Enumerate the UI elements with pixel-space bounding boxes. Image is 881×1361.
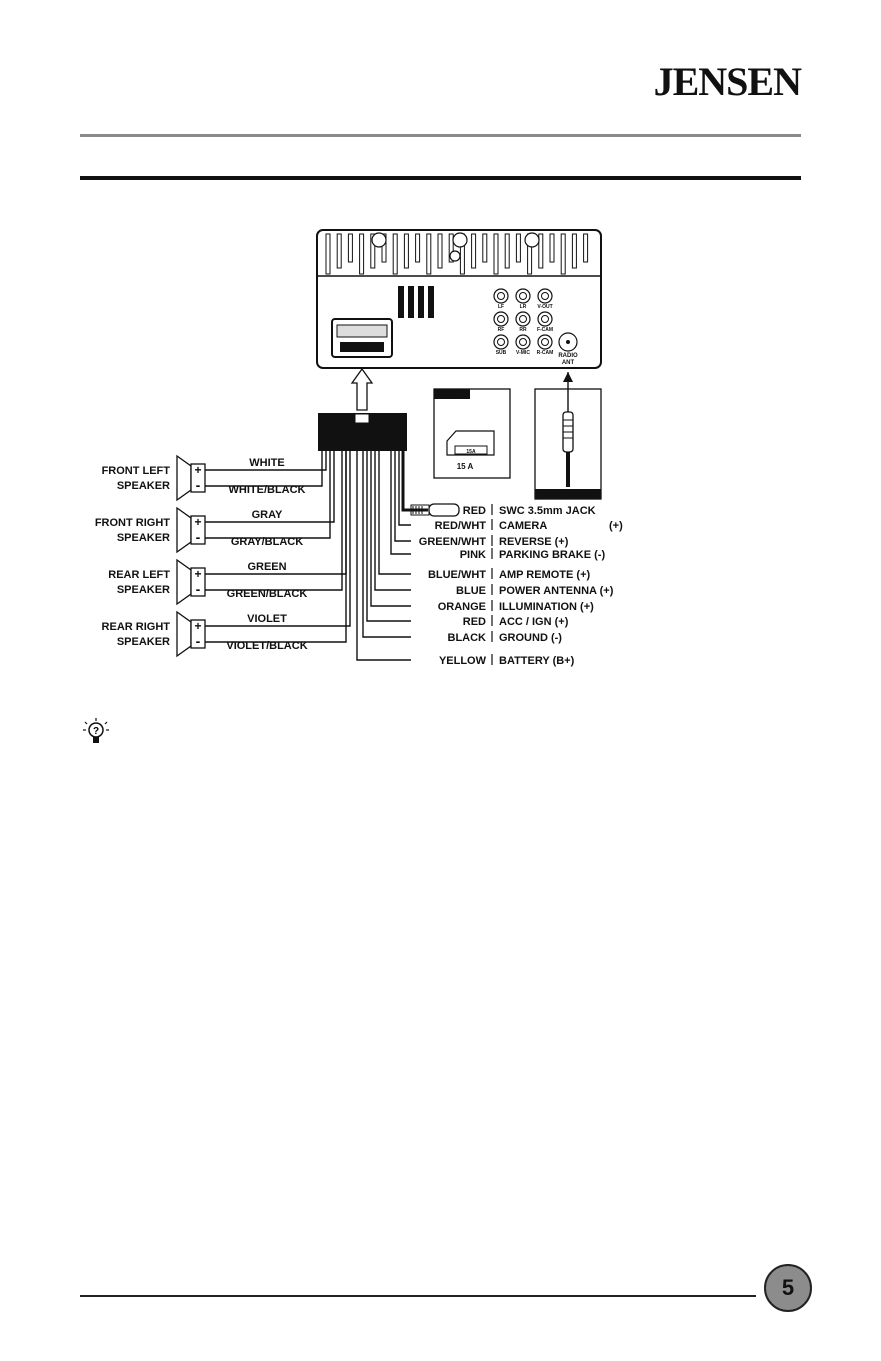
wire-color-label: YELLOW (438, 655, 486, 667)
mount-hole (525, 233, 539, 247)
rca-jack-label: F-CAM (536, 327, 554, 333)
speaker-pos-wire-label: GREEN (247, 561, 287, 573)
wire-function-label: REVERSE (+) (499, 536, 569, 548)
wire-color-label: GREEN/WHT (418, 536, 486, 548)
fuse-title: FUSE (437, 390, 459, 399)
speaker-neg-wire-label: WHITE/BLACK (228, 484, 306, 496)
speaker-name: SPEAKER (116, 480, 170, 492)
wire-color-label: RED/WHT (434, 520, 486, 532)
speaker-connections (95, 451, 350, 656)
lightbulb-tip-icon (80, 716, 112, 752)
speaker-name: REAR RIGHT (101, 621, 170, 633)
plug-latch (355, 414, 369, 423)
rca-jack (516, 312, 530, 326)
vent-slot (428, 286, 434, 318)
speaker-pos-wire-label: GRAY (251, 509, 283, 521)
rca-jack (494, 335, 508, 349)
wire-function-label: GROUND (-) (499, 632, 562, 644)
rca-jack (494, 289, 508, 303)
rca-jack-label: V-MIC (516, 350, 530, 356)
wire-color-label: ORANGE (437, 601, 486, 613)
mount-hole (450, 251, 460, 261)
heatsink-fin (584, 234, 588, 262)
svg-text:?: ? (92, 726, 100, 737)
rca-jack (538, 335, 552, 349)
rca-jack (494, 312, 508, 326)
speaker-plus-terminal: + (194, 567, 202, 581)
rca-jack-label: LF (497, 304, 505, 310)
antenna-caption: Radio Antenna (539, 490, 597, 499)
rca-jack (538, 289, 552, 303)
antenna-box (535, 372, 601, 499)
heatsink-fin (348, 234, 352, 262)
swc-jack-plug (429, 504, 459, 516)
wire-color-label: RED (462, 616, 486, 628)
speaker-cone-icon (177, 612, 191, 656)
speaker-cone-icon (177, 508, 191, 552)
speaker-plus-terminal: + (194, 463, 202, 477)
speaker-neg-wire-label: GRAY/BLACK (230, 536, 304, 548)
speaker-name: SPEAKER (116, 584, 170, 596)
speaker-minus-terminal: - (195, 477, 201, 493)
speaker-pos-wire-label: VIOLET (247, 613, 287, 625)
wire-function-label: BATTERY (B+) (499, 655, 575, 667)
wire-function-label: ACC / IGN (+) (499, 616, 569, 628)
speaker-minus-terminal: - (195, 529, 201, 545)
heatsink-fin (438, 234, 442, 268)
mount-hole (453, 233, 467, 247)
rca-jack-label: R-CAM (536, 350, 554, 356)
speaker-neg-wire-label: VIOLET/BLACK (226, 640, 308, 652)
heatsink-fin (572, 234, 576, 268)
speaker-name: REAR LEFT (108, 569, 170, 581)
antenna-cable (566, 452, 570, 487)
harness-wire (399, 451, 411, 525)
heatsink-fin (472, 234, 476, 268)
speaker-cone-icon (177, 456, 191, 500)
vent-slot (418, 286, 424, 318)
wire-function-label: AMP REMOTE (+) (499, 569, 591, 581)
wire-function-label: CAMERA (499, 520, 548, 532)
fuse-box (434, 389, 510, 478)
heatsink-fin (427, 234, 431, 274)
heatsink-fin (483, 234, 487, 262)
rca-jack-label: SUB (495, 350, 507, 356)
heatsink-fin (494, 234, 498, 274)
speaker-neg-wire-label: GREEN/BLACK (226, 588, 308, 600)
speaker-plus-terminal: + (194, 619, 202, 633)
socket-fuse-label: 15A (355, 345, 369, 352)
heatsink-fin (404, 234, 408, 268)
wire-color-label: PINK (459, 549, 486, 561)
heatsink-fin (416, 234, 420, 262)
wire-function-label: ILLUMINATION (+) (499, 601, 594, 613)
page-number-badge: 5 (764, 1264, 812, 1312)
heatsink-fin (561, 234, 565, 274)
vent-slot (398, 286, 404, 318)
rca-jack (516, 289, 530, 303)
rca-jack-label: V-OUT (537, 304, 553, 310)
heatsink-fin (360, 234, 364, 274)
harness-wire (403, 451, 428, 510)
rca-jack-label: RF (497, 327, 505, 333)
speaker-name: SPEAKER (116, 532, 170, 544)
wiring-harness (318, 369, 407, 451)
wire-function-label: PARKING BRAKE (-) (499, 549, 606, 561)
antenna-arrow (563, 372, 573, 382)
footer-rule (80, 1295, 756, 1297)
brand-logo: JENSEN (653, 59, 801, 104)
speaker-cone-icon (177, 560, 191, 604)
heatsink-fin (550, 234, 554, 262)
wire-color-label: BLUE/WHT (427, 569, 486, 581)
mount-hole (372, 233, 386, 247)
heatsink-fin (326, 234, 330, 274)
rca-jack (538, 312, 552, 326)
heatsink-fin (516, 234, 520, 262)
wire-color-label: RED (462, 505, 486, 517)
rca-jack-label: RR (519, 327, 527, 333)
socket-pins (337, 325, 387, 337)
fuse-marking: 15A (466, 449, 476, 455)
fuse-rating: 15 A (456, 462, 474, 471)
speaker-name: SPEAKER (116, 636, 170, 648)
speaker-plus-terminal: + (194, 515, 202, 529)
heatsink-fin (393, 234, 397, 274)
wire-color-label: BLACK (447, 632, 486, 644)
speaker-name: FRONT LEFT (101, 465, 170, 477)
radio-unit-rear (317, 230, 601, 368)
wire-function-label: SWC 3.5mm JACK (499, 505, 596, 517)
antenna-jack-pin (566, 340, 570, 344)
rca-jack-label: LR (519, 304, 527, 310)
plug-arrow (352, 369, 372, 410)
harness-wire (391, 451, 411, 554)
wire-function-suffix: (+) (609, 520, 623, 532)
antenna-jack-label: ANT (561, 360, 575, 366)
heatsink-fin (505, 234, 509, 268)
speaker-minus-terminal: - (195, 581, 201, 597)
rca-jack (516, 335, 530, 349)
wire-function-label: POWER ANTENNA (+) (499, 585, 614, 597)
vent-slot (408, 286, 414, 318)
wire-color-label: BLUE (456, 585, 486, 597)
speaker-pos-wire-label: WHITE (249, 457, 285, 469)
heatsink-fin (337, 234, 341, 268)
antenna-jack-label: RADIO (558, 353, 578, 359)
harness-wire (375, 451, 411, 590)
speaker-minus-terminal: - (195, 633, 201, 649)
speaker-name: FRONT RIGHT (94, 517, 170, 529)
